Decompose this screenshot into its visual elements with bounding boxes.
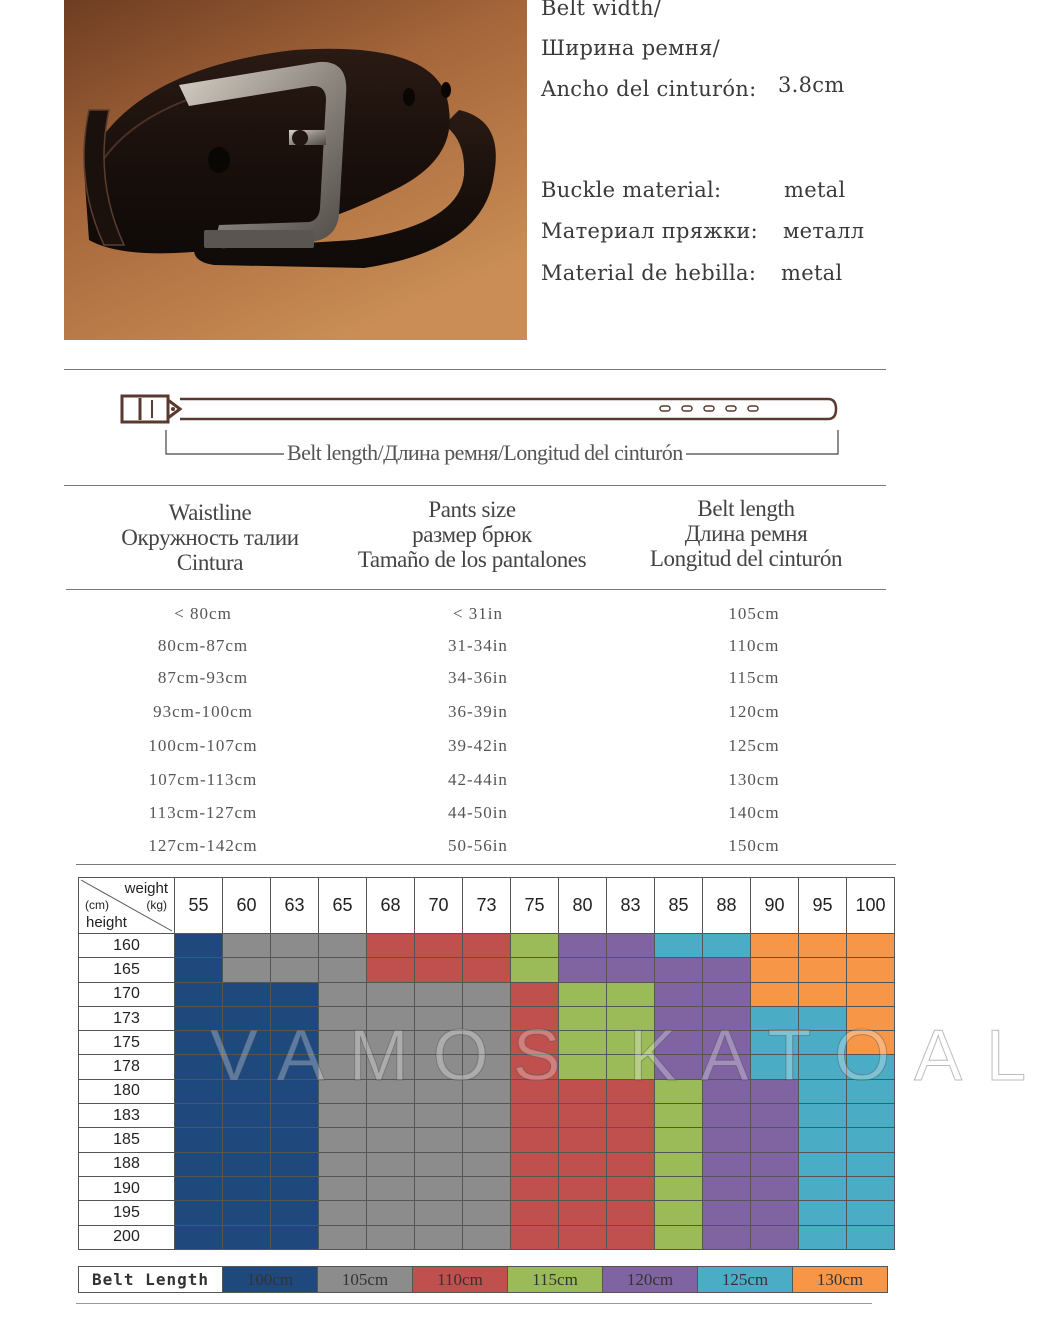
table-row bbox=[79, 1128, 895, 1152]
size-color-cell bbox=[511, 982, 559, 1006]
size-color-cell bbox=[511, 934, 559, 958]
size-cell: 107cm-113cm bbox=[148, 770, 258, 789]
legend-item: 105cm bbox=[318, 1267, 413, 1293]
divider bbox=[76, 864, 896, 865]
header-belt-ru: Длина ремня bbox=[684, 521, 808, 546]
size-color-cell bbox=[655, 934, 703, 958]
size-cell: 110cm bbox=[728, 636, 780, 655]
size-cell: 127cm-142cm bbox=[148, 836, 258, 855]
size-color-cell bbox=[367, 958, 415, 982]
legend-item: 100cm bbox=[223, 1267, 318, 1293]
size-color-cell bbox=[655, 1225, 703, 1249]
size-color-cell bbox=[223, 982, 271, 1006]
header-pants-size bbox=[322, 497, 622, 572]
size-color-cell bbox=[319, 958, 367, 982]
size-color-cell bbox=[607, 958, 655, 982]
legend-item: 110cm bbox=[413, 1267, 508, 1293]
size-cell: < 80cm bbox=[174, 604, 232, 623]
size-color-cell bbox=[175, 1152, 223, 1176]
size-color-cell bbox=[367, 1128, 415, 1152]
size-color-cell bbox=[367, 1176, 415, 1200]
table-row bbox=[79, 1104, 895, 1128]
size-color-cell bbox=[415, 1152, 463, 1176]
size-color-cell bbox=[799, 1128, 847, 1152]
divider bbox=[64, 369, 886, 370]
weight-header-cell: 95 bbox=[799, 878, 847, 934]
size-color-cell bbox=[751, 982, 799, 1006]
weight-header-cell: 83 bbox=[607, 878, 655, 934]
size-color-cell bbox=[847, 958, 895, 982]
watermark: VAMOS KATOAL bbox=[210, 1016, 1050, 1096]
height-cell: 190 bbox=[79, 1176, 175, 1200]
size-color-cell bbox=[703, 1152, 751, 1176]
size-color-cell bbox=[703, 982, 751, 1006]
size-color-cell bbox=[223, 1128, 271, 1152]
header-waistline-ru: Окружность талии bbox=[121, 525, 299, 550]
weight-header-cell: 68 bbox=[367, 878, 415, 934]
size-color-cell bbox=[559, 1152, 607, 1176]
buckle-material-value-en: metal bbox=[784, 178, 846, 202]
height-cell: 200 bbox=[79, 1225, 175, 1249]
size-color-cell bbox=[847, 1201, 895, 1225]
size-color-cell bbox=[703, 1104, 751, 1128]
header-pants-ru: размер брюк bbox=[412, 522, 532, 547]
height-cell: 185 bbox=[79, 1128, 175, 1152]
size-color-cell bbox=[559, 1128, 607, 1152]
size-color-cell bbox=[799, 934, 847, 958]
size-color-cell bbox=[271, 1225, 319, 1249]
size-color-cell bbox=[751, 1225, 799, 1249]
height-cell: 195 bbox=[79, 1201, 175, 1225]
weight-header-cell: 63 bbox=[271, 878, 319, 934]
height-cell: 173 bbox=[79, 1006, 175, 1030]
size-color-cell bbox=[175, 934, 223, 958]
size-cell: 100cm-107cm bbox=[148, 736, 258, 755]
weight-header-cell: 85 bbox=[655, 878, 703, 934]
size-color-cell bbox=[271, 1152, 319, 1176]
size-color-cell bbox=[223, 1225, 271, 1249]
size-cell: 36-39in bbox=[448, 702, 508, 721]
size-cell: 42-44in bbox=[448, 770, 508, 789]
weight-header-row bbox=[79, 878, 895, 934]
weight-label: weight bbox=[124, 880, 168, 897]
header-pants-en: Pants size bbox=[428, 497, 516, 522]
divider bbox=[64, 485, 886, 486]
belt-width-label-ru: Ширина ремня/ bbox=[541, 36, 721, 60]
size-cell: 39-42in bbox=[448, 736, 508, 755]
size-color-cell bbox=[319, 1128, 367, 1152]
size-color-cell bbox=[367, 934, 415, 958]
divider bbox=[66, 589, 886, 590]
size-color-cell bbox=[511, 1201, 559, 1225]
header-waistline-es: Cintura bbox=[176, 550, 244, 575]
buckle-material-label-es: Material de hebilla: bbox=[541, 261, 757, 285]
buckle-material-value-es: metal bbox=[781, 261, 843, 285]
size-color-cell bbox=[367, 1104, 415, 1128]
table-row bbox=[79, 934, 895, 958]
size-cell: 115cm bbox=[728, 668, 780, 687]
size-color-cell bbox=[703, 1176, 751, 1200]
height-cell: 180 bbox=[79, 1079, 175, 1103]
size-color-cell bbox=[175, 1104, 223, 1128]
size-cell: 80cm-87cm bbox=[157, 636, 249, 655]
weight-header-cell: 100 bbox=[847, 878, 895, 934]
size-color-cell bbox=[607, 1128, 655, 1152]
table-row bbox=[79, 1225, 895, 1249]
size-color-cell bbox=[607, 982, 655, 1006]
table-row bbox=[79, 958, 895, 982]
belt-length-legend bbox=[78, 1266, 888, 1293]
divider bbox=[76, 1303, 872, 1304]
size-color-cell bbox=[463, 1152, 511, 1176]
size-color-cell bbox=[703, 1128, 751, 1152]
buckle-material-label-en: Buckle material: bbox=[541, 178, 722, 202]
size-color-cell bbox=[799, 1201, 847, 1225]
size-color-cell bbox=[175, 1201, 223, 1225]
size-color-cell bbox=[799, 1176, 847, 1200]
weight-header-cell: 55 bbox=[175, 878, 223, 934]
size-color-cell bbox=[607, 1104, 655, 1128]
size-color-cell bbox=[415, 958, 463, 982]
size-cell: 125cm bbox=[728, 736, 780, 755]
size-color-cell bbox=[511, 1225, 559, 1249]
size-cell: 87cm-93cm bbox=[157, 668, 249, 687]
height-cell: 183 bbox=[79, 1104, 175, 1128]
size-color-cell bbox=[847, 934, 895, 958]
size-color-cell bbox=[367, 1225, 415, 1249]
table-row bbox=[79, 1176, 895, 1200]
size-color-cell bbox=[655, 982, 703, 1006]
size-color-cell bbox=[415, 982, 463, 1006]
size-color-cell bbox=[223, 1152, 271, 1176]
size-color-cell bbox=[655, 1152, 703, 1176]
belt-photo bbox=[64, 0, 527, 340]
belt-width-label-en: Belt width/ bbox=[541, 0, 662, 20]
size-color-cell bbox=[223, 934, 271, 958]
size-color-cell bbox=[511, 958, 559, 982]
size-color-cell bbox=[799, 982, 847, 1006]
size-color-cell bbox=[271, 1201, 319, 1225]
table-row bbox=[79, 1152, 895, 1176]
size-color-cell bbox=[463, 1104, 511, 1128]
size-color-cell bbox=[511, 1104, 559, 1128]
size-color-cell bbox=[607, 934, 655, 958]
legend-item: 130cm bbox=[793, 1267, 888, 1293]
size-color-cell bbox=[607, 1225, 655, 1249]
table-row bbox=[79, 1201, 895, 1225]
table-row bbox=[79, 982, 895, 1006]
size-color-cell bbox=[847, 1225, 895, 1249]
size-color-cell bbox=[751, 1176, 799, 1200]
size-color-cell bbox=[463, 1128, 511, 1152]
size-color-cell bbox=[847, 1176, 895, 1200]
size-color-cell bbox=[415, 1225, 463, 1249]
size-color-cell bbox=[367, 982, 415, 1006]
height-cell: 170 bbox=[79, 982, 175, 1006]
size-color-cell bbox=[655, 1104, 703, 1128]
height-label: height bbox=[86, 914, 127, 931]
belt-length-caption: Belt length/Длина ремня/Longitud del cinturón bbox=[284, 440, 686, 466]
size-color-cell bbox=[319, 1152, 367, 1176]
size-color-cell bbox=[415, 1176, 463, 1200]
size-color-cell bbox=[463, 958, 511, 982]
size-color-cell bbox=[655, 1201, 703, 1225]
size-color-cell bbox=[319, 1201, 367, 1225]
buckle-material-value-ru: металл bbox=[783, 219, 865, 243]
size-color-cell bbox=[175, 958, 223, 982]
size-color-cell bbox=[607, 1201, 655, 1225]
size-cell: 150cm bbox=[728, 836, 780, 855]
size-color-cell bbox=[223, 1176, 271, 1200]
size-color-cell bbox=[751, 934, 799, 958]
height-cell: 165 bbox=[79, 958, 175, 982]
weight-header-cell: 90 bbox=[751, 878, 799, 934]
size-color-cell bbox=[271, 934, 319, 958]
size-color-cell bbox=[559, 1225, 607, 1249]
size-color-cell bbox=[463, 1176, 511, 1200]
belt-width-label-es: Ancho del cinturón: bbox=[541, 77, 757, 101]
height-cell: 175 bbox=[79, 1031, 175, 1055]
size-color-cell bbox=[319, 1104, 367, 1128]
size-color-cell bbox=[703, 1225, 751, 1249]
size-color-cell bbox=[799, 958, 847, 982]
weight-header-cell: 80 bbox=[559, 878, 607, 934]
size-color-cell bbox=[415, 1128, 463, 1152]
size-color-cell bbox=[367, 1152, 415, 1176]
size-color-cell bbox=[559, 982, 607, 1006]
belt-width-value: 3.8cm bbox=[778, 73, 845, 97]
size-color-cell bbox=[559, 1201, 607, 1225]
weight-header-cell: 65 bbox=[319, 878, 367, 934]
size-color-cell bbox=[271, 982, 319, 1006]
size-cell: 130cm bbox=[728, 770, 780, 789]
size-color-cell bbox=[175, 982, 223, 1006]
size-color-cell bbox=[559, 934, 607, 958]
size-color-cell bbox=[799, 1152, 847, 1176]
size-color-cell bbox=[559, 1176, 607, 1200]
size-color-cell bbox=[223, 1201, 271, 1225]
size-color-cell bbox=[703, 1201, 751, 1225]
size-color-cell bbox=[271, 1128, 319, 1152]
size-color-cell bbox=[847, 1104, 895, 1128]
size-color-cell bbox=[559, 1104, 607, 1128]
size-color-cell bbox=[799, 1225, 847, 1249]
size-cell: 44-50in bbox=[448, 803, 508, 822]
header-waistline-en: Waistline bbox=[168, 500, 252, 525]
size-color-cell bbox=[799, 1104, 847, 1128]
size-color-cell bbox=[559, 958, 607, 982]
size-cell: 140cm bbox=[728, 803, 780, 822]
weight-header-cell: 75 bbox=[511, 878, 559, 934]
size-color-cell bbox=[319, 982, 367, 1006]
size-color-cell bbox=[415, 1104, 463, 1128]
size-color-cell bbox=[655, 1176, 703, 1200]
weight-header-cell: 70 bbox=[415, 878, 463, 934]
header-waistline bbox=[60, 500, 360, 575]
size-color-cell bbox=[367, 1201, 415, 1225]
size-cell: 34-36in bbox=[448, 668, 508, 687]
weight-unit: (kg) bbox=[146, 898, 167, 912]
size-color-cell bbox=[655, 958, 703, 982]
size-cell: 50-56in bbox=[448, 836, 508, 855]
height-cell: 178 bbox=[79, 1055, 175, 1079]
height-unit: (cm) bbox=[85, 898, 109, 912]
weight-header-cell: 60 bbox=[223, 878, 271, 934]
size-color-cell bbox=[463, 1201, 511, 1225]
size-color-cell bbox=[415, 934, 463, 958]
size-cell: 31-34in bbox=[448, 636, 508, 655]
height-cell: 160 bbox=[79, 934, 175, 958]
height-cell: 188 bbox=[79, 1152, 175, 1176]
header-belt-length bbox=[596, 496, 896, 571]
size-color-cell bbox=[223, 1104, 271, 1128]
size-color-cell bbox=[463, 934, 511, 958]
size-color-cell bbox=[271, 1176, 319, 1200]
size-color-cell bbox=[847, 1128, 895, 1152]
size-cell: 120cm bbox=[728, 702, 780, 721]
size-cell: 105cm bbox=[728, 604, 780, 623]
size-color-cell bbox=[463, 982, 511, 1006]
header-pants-es: Tamaño de los pantalones bbox=[357, 547, 587, 572]
size-cell: 113cm-127cm bbox=[148, 803, 258, 822]
size-color-cell bbox=[175, 1225, 223, 1249]
size-color-cell bbox=[607, 1152, 655, 1176]
size-color-cell bbox=[223, 958, 271, 982]
size-color-cell bbox=[175, 1176, 223, 1200]
size-color-cell bbox=[607, 1176, 655, 1200]
header-belt-en: Belt length bbox=[697, 496, 795, 521]
size-color-cell bbox=[751, 958, 799, 982]
table-corner bbox=[79, 878, 175, 934]
size-color-cell bbox=[847, 982, 895, 1006]
legend-label: Belt Length bbox=[79, 1267, 223, 1293]
legend-row bbox=[79, 1267, 888, 1293]
size-color-cell bbox=[751, 1128, 799, 1152]
size-color-cell bbox=[271, 958, 319, 982]
legend-item: 120cm bbox=[603, 1267, 698, 1293]
size-color-cell bbox=[511, 1176, 559, 1200]
size-color-cell bbox=[319, 1176, 367, 1200]
size-color-cell bbox=[319, 934, 367, 958]
weight-header-cell: 88 bbox=[703, 878, 751, 934]
legend-item: 125cm bbox=[698, 1267, 793, 1293]
size-color-cell bbox=[847, 1152, 895, 1176]
size-color-cell bbox=[511, 1152, 559, 1176]
size-color-cell bbox=[703, 958, 751, 982]
size-color-cell bbox=[175, 1128, 223, 1152]
size-color-cell bbox=[751, 1104, 799, 1128]
header-belt-es: Longitud del cinturón bbox=[649, 546, 843, 571]
size-color-cell bbox=[319, 1225, 367, 1249]
size-color-cell bbox=[751, 1152, 799, 1176]
size-cell: < 31in bbox=[452, 604, 504, 623]
size-color-cell bbox=[703, 934, 751, 958]
size-color-cell bbox=[511, 1128, 559, 1152]
size-color-cell bbox=[415, 1201, 463, 1225]
size-color-cell bbox=[271, 1104, 319, 1128]
size-color-cell bbox=[751, 1201, 799, 1225]
size-color-cell bbox=[463, 1225, 511, 1249]
buckle-material-label-ru: Материал пряжки: bbox=[541, 219, 759, 243]
legend-item: 115cm bbox=[508, 1267, 603, 1293]
weight-header-cell: 73 bbox=[463, 878, 511, 934]
size-cell: 93cm-100cm bbox=[153, 702, 253, 721]
size-color-cell bbox=[655, 1128, 703, 1152]
